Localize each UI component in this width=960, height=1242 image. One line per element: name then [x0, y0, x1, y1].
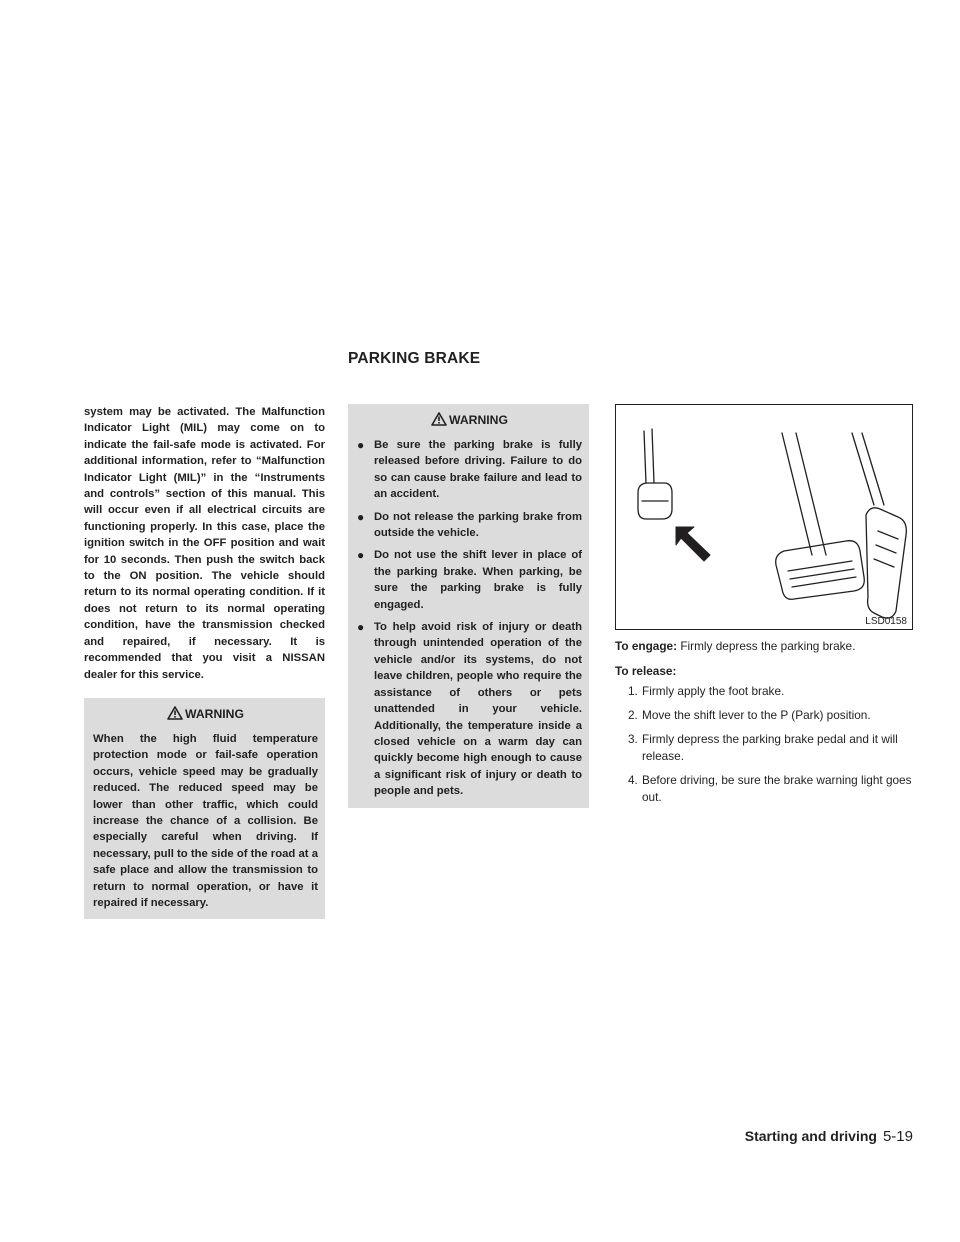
bullet-icon: ● — [357, 620, 365, 635]
release-step: 2. Move the shift lever to the P (Park) position. — [628, 708, 871, 722]
warning-bullet-item: ● Do not release the parking brake from outside the vehicle. — [357, 509, 582, 540]
chapter-title: Starting and driving — [744, 1128, 877, 1144]
bullet-icon: ● — [357, 509, 365, 524]
parking-brake-illustration — [615, 404, 913, 630]
engage-label: To engage: — [615, 639, 678, 653]
warning-bullet-item: ● To help avoid risk of injury or death through unintended operation of the vehicle and/or its systems, do not leave children, people who require the assistance of others or pets unattended in your vehicle. Additionally, the temperature inside a closed vehicle on a warm day can quickly become high enough to cause a significant risk of injury or death to people and pets. — [357, 620, 582, 798]
column-right — [615, 404, 913, 813]
warning-heading — [357, 410, 582, 437]
engage-instruction — [615, 638, 913, 655]
warning-bullet-item: ● Be sure the parking brake is fully released before driving. Failure to do so can cause brake failure and lead to an accident. — [357, 438, 582, 501]
pedal-drawing — [616, 405, 912, 629]
release-step: 3. Firmly depress the parking brake pedal and it will release. — [628, 732, 898, 763]
engage-text: Firmly depress the parking brake. — [677, 639, 856, 653]
warning-text: When the high fluid temperature protection mode or fail-safe operation occurs, vehicle speed may be gradually reduced. The reduced speed may be lower than other traffic, which could increase the chance of a collision. Be especially careful when driving. If necessary, pull to the side of the road at a safe place and allow the transmission to return to normal operation, or have it repaired if necessary. — [93, 732, 318, 909]
column-left — [84, 404, 325, 919]
release-step: 1. Firmly apply the foot brake. — [628, 684, 785, 698]
page-number: 5-19 — [882, 1128, 913, 1145]
warning-triangle-icon — [167, 706, 183, 723]
arrow-icon — [676, 527, 710, 561]
warning-triangle-icon — [431, 412, 447, 429]
bullet-icon: ● — [357, 548, 365, 563]
warning-heading-label: WARNING — [185, 706, 244, 721]
section-heading: PARKING BRAKE — [348, 350, 481, 367]
fail-safe-paragraph: system may be activated. The Malfunction Indicator Light (MIL) may come on to indicate the fail-safe mode is activated. For additional information, refer to “Malfunction Indicator Light (MIL)” in the “Instruments and controls” section of this manual. This will occur even if all electrical circuits are functioning properly. In this case, place the ignition switch in the OFF position and wait for 10 seconds. Then push the switch back to the ON position. The vehicle should return to its normal operating condition. If it does not return to its normal operating condition, have the transmission checked and repaired, if necessary. It is recommended that you visit a NISSAN dealer for this service. — [84, 406, 325, 681]
warning-heading-label: WARNING — [449, 413, 508, 427]
warning-bullet-item: ● Do not use the shift lever in place of the parking brake. When parking, be sure the parking brake is fully engaged. — [357, 548, 582, 611]
release-label: To release: — [615, 664, 677, 678]
release-step: 4. Before driving, be sure the brake warning light goes out. — [628, 773, 912, 804]
warning-heading — [93, 704, 318, 731]
release-steps — [615, 683, 913, 806]
figure-code: LSD0158 — [865, 616, 907, 627]
column-middle — [348, 404, 589, 808]
warning-box-parking-brake — [348, 404, 589, 808]
warning-bullet-list — [357, 437, 582, 800]
warning-box-fluid-temperature — [84, 698, 325, 919]
page-footer — [745, 1128, 913, 1145]
bullet-icon: ● — [357, 438, 365, 452]
